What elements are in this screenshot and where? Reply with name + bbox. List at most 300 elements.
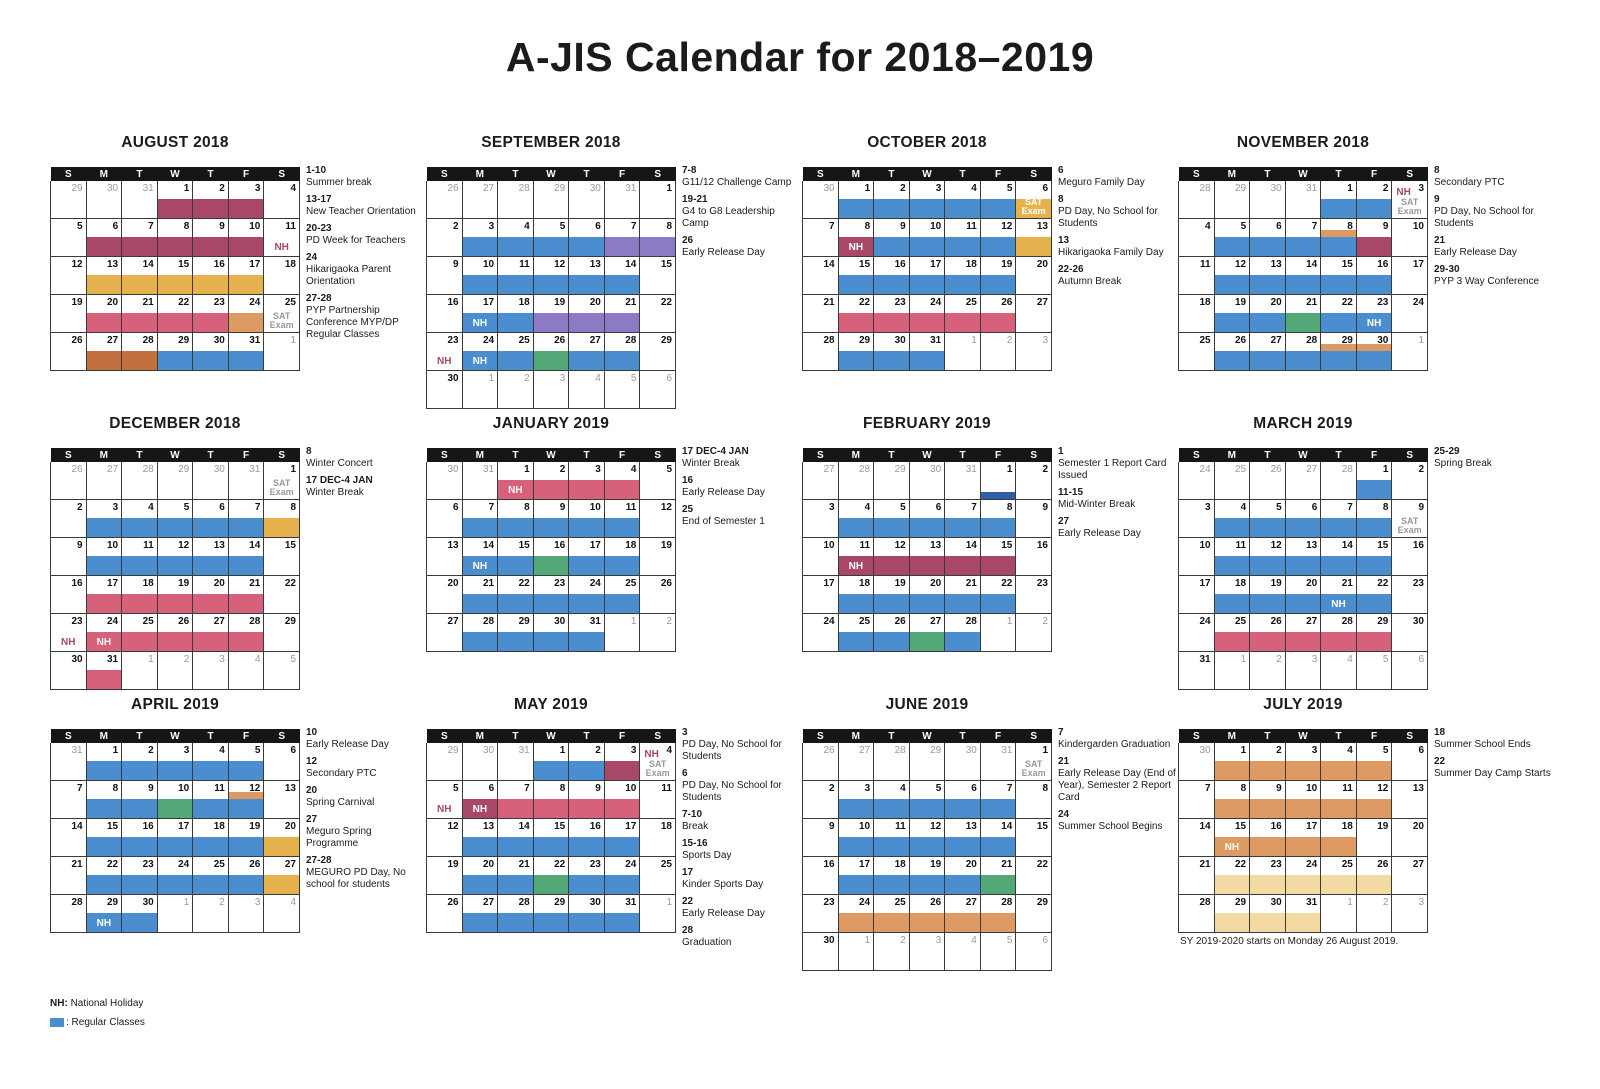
day-cell[interactable] xyxy=(51,257,87,295)
day-cell[interactable] xyxy=(1250,857,1286,895)
day-cell[interactable] xyxy=(945,181,981,219)
day-cell[interactable] xyxy=(228,500,264,538)
day-cell[interactable] xyxy=(157,576,193,614)
day-cell[interactable] xyxy=(1285,538,1321,576)
day-cell[interactable] xyxy=(1356,219,1392,257)
day-cell[interactable] xyxy=(462,781,498,819)
day-cell[interactable] xyxy=(193,333,229,371)
day-cell[interactable] xyxy=(86,857,122,895)
day-cell[interactable] xyxy=(1321,333,1357,371)
day-cell[interactable] xyxy=(1392,333,1428,371)
day-cell[interactable] xyxy=(1392,819,1428,857)
day-cell[interactable] xyxy=(193,219,229,257)
day-cell[interactable] xyxy=(462,895,498,933)
day-cell[interactable] xyxy=(569,219,605,257)
day-cell[interactable] xyxy=(604,857,640,895)
day-cell[interactable] xyxy=(157,819,193,857)
day-cell[interactable] xyxy=(122,462,158,500)
day-cell[interactable] xyxy=(569,500,605,538)
day-cell[interactable] xyxy=(1392,743,1428,781)
day-cell[interactable] xyxy=(604,576,640,614)
day-cell[interactable] xyxy=(980,857,1016,895)
day-cell[interactable] xyxy=(86,257,122,295)
day-cell[interactable] xyxy=(533,857,569,895)
day-cell[interactable] xyxy=(945,614,981,652)
day-cell[interactable] xyxy=(569,857,605,895)
day-cell[interactable] xyxy=(838,743,874,781)
day-cell[interactable] xyxy=(1179,462,1215,500)
day-cell[interactable] xyxy=(945,857,981,895)
day-cell[interactable] xyxy=(427,895,463,933)
day-cell[interactable] xyxy=(228,538,264,576)
day-cell[interactable] xyxy=(533,576,569,614)
day-cell[interactable] xyxy=(228,743,264,781)
day-cell[interactable] xyxy=(1285,181,1321,219)
day-cell[interactable] xyxy=(228,257,264,295)
day-cell[interactable] xyxy=(640,781,676,819)
day-cell[interactable] xyxy=(122,257,158,295)
day-cell[interactable] xyxy=(909,500,945,538)
day-cell[interactable] xyxy=(427,743,463,781)
day-cell[interactable] xyxy=(569,181,605,219)
day-cell[interactable] xyxy=(945,219,981,257)
day-cell[interactable] xyxy=(980,895,1016,933)
day-cell[interactable] xyxy=(945,500,981,538)
day-cell[interactable] xyxy=(498,219,534,257)
day-cell[interactable] xyxy=(533,500,569,538)
day-cell[interactable] xyxy=(51,895,87,933)
day-cell[interactable] xyxy=(1356,857,1392,895)
day-cell[interactable] xyxy=(874,819,910,857)
day-cell[interactable] xyxy=(86,181,122,219)
day-cell[interactable] xyxy=(86,462,122,500)
day-cell[interactable] xyxy=(945,333,981,371)
day-cell[interactable] xyxy=(1392,181,1428,219)
day-cell[interactable] xyxy=(803,538,839,576)
day-cell[interactable] xyxy=(1016,819,1052,857)
day-cell[interactable] xyxy=(427,371,463,409)
day-cell[interactable] xyxy=(874,538,910,576)
day-cell[interactable] xyxy=(462,743,498,781)
day-cell[interactable] xyxy=(264,652,300,690)
day-cell[interactable] xyxy=(803,781,839,819)
day-cell[interactable] xyxy=(1179,257,1215,295)
day-cell[interactable] xyxy=(604,819,640,857)
day-cell[interactable] xyxy=(193,819,229,857)
day-cell[interactable] xyxy=(1356,333,1392,371)
day-cell[interactable] xyxy=(264,181,300,219)
day-cell[interactable] xyxy=(157,462,193,500)
day-cell[interactable] xyxy=(640,371,676,409)
day-cell[interactable] xyxy=(838,181,874,219)
day-cell[interactable] xyxy=(604,257,640,295)
day-cell[interactable] xyxy=(157,500,193,538)
day-cell[interactable] xyxy=(1250,181,1286,219)
day-cell[interactable] xyxy=(569,462,605,500)
day-cell[interactable] xyxy=(228,614,264,652)
day-cell[interactable] xyxy=(427,857,463,895)
day-cell[interactable] xyxy=(1285,895,1321,933)
day-cell[interactable] xyxy=(1321,614,1357,652)
day-cell[interactable] xyxy=(1214,333,1250,371)
day-cell[interactable] xyxy=(462,576,498,614)
day-cell[interactable] xyxy=(1285,462,1321,500)
day-cell[interactable] xyxy=(1016,257,1052,295)
day-cell[interactable] xyxy=(1179,743,1215,781)
day-cell[interactable] xyxy=(1250,781,1286,819)
day-cell[interactable] xyxy=(1356,895,1392,933)
day-cell[interactable] xyxy=(1214,895,1250,933)
day-cell[interactable] xyxy=(1285,500,1321,538)
day-cell[interactable] xyxy=(604,219,640,257)
day-cell[interactable] xyxy=(228,781,264,819)
day-cell[interactable] xyxy=(1016,333,1052,371)
day-cell[interactable] xyxy=(909,933,945,971)
day-cell[interactable] xyxy=(1016,857,1052,895)
day-cell[interactable] xyxy=(1250,257,1286,295)
day-cell[interactable] xyxy=(1321,257,1357,295)
day-cell[interactable] xyxy=(1214,500,1250,538)
day-cell[interactable] xyxy=(1285,781,1321,819)
day-cell[interactable] xyxy=(533,219,569,257)
day-cell[interactable] xyxy=(1321,576,1357,614)
day-cell[interactable] xyxy=(1179,538,1215,576)
day-cell[interactable] xyxy=(86,333,122,371)
day-cell[interactable] xyxy=(264,295,300,333)
day-cell[interactable] xyxy=(462,219,498,257)
day-cell[interactable] xyxy=(1356,743,1392,781)
day-cell[interactable] xyxy=(838,500,874,538)
day-cell[interactable] xyxy=(874,781,910,819)
day-cell[interactable] xyxy=(838,462,874,500)
day-cell[interactable] xyxy=(980,181,1016,219)
day-cell[interactable] xyxy=(86,743,122,781)
day-cell[interactable] xyxy=(228,181,264,219)
day-cell[interactable] xyxy=(1214,652,1250,690)
day-cell[interactable] xyxy=(1250,500,1286,538)
day-cell[interactable] xyxy=(1356,819,1392,857)
day-cell[interactable] xyxy=(1016,538,1052,576)
day-cell[interactable] xyxy=(122,781,158,819)
day-cell[interactable] xyxy=(569,819,605,857)
day-cell[interactable] xyxy=(980,819,1016,857)
day-cell[interactable] xyxy=(1179,614,1215,652)
day-cell[interactable] xyxy=(51,576,87,614)
day-cell[interactable] xyxy=(1392,857,1428,895)
day-cell[interactable] xyxy=(122,181,158,219)
day-cell[interactable] xyxy=(1214,462,1250,500)
day-cell[interactable] xyxy=(264,895,300,933)
day-cell[interactable] xyxy=(427,819,463,857)
day-cell[interactable] xyxy=(1214,857,1250,895)
day-cell[interactable] xyxy=(838,895,874,933)
day-cell[interactable] xyxy=(462,500,498,538)
day-cell[interactable] xyxy=(193,743,229,781)
day-cell[interactable] xyxy=(122,219,158,257)
day-cell[interactable] xyxy=(193,614,229,652)
day-cell[interactable] xyxy=(122,295,158,333)
day-cell[interactable] xyxy=(640,576,676,614)
day-cell[interactable] xyxy=(51,462,87,500)
day-cell[interactable] xyxy=(569,538,605,576)
day-cell[interactable] xyxy=(803,576,839,614)
day-cell[interactable] xyxy=(640,743,676,781)
day-cell[interactable] xyxy=(1250,895,1286,933)
day-cell[interactable] xyxy=(498,333,534,371)
day-cell[interactable] xyxy=(1321,295,1357,333)
day-cell[interactable] xyxy=(980,614,1016,652)
day-cell[interactable] xyxy=(838,857,874,895)
day-cell[interactable] xyxy=(980,500,1016,538)
day-cell[interactable] xyxy=(498,538,534,576)
day-cell[interactable] xyxy=(122,819,158,857)
day-cell[interactable] xyxy=(1250,614,1286,652)
day-cell[interactable] xyxy=(1250,743,1286,781)
day-cell[interactable] xyxy=(604,500,640,538)
day-cell[interactable] xyxy=(838,614,874,652)
day-cell[interactable] xyxy=(1356,576,1392,614)
day-cell[interactable] xyxy=(604,538,640,576)
day-cell[interactable] xyxy=(157,538,193,576)
day-cell[interactable] xyxy=(1016,933,1052,971)
day-cell[interactable] xyxy=(1179,576,1215,614)
day-cell[interactable] xyxy=(1356,181,1392,219)
day-cell[interactable] xyxy=(640,614,676,652)
day-cell[interactable] xyxy=(264,500,300,538)
day-cell[interactable] xyxy=(533,295,569,333)
day-cell[interactable] xyxy=(228,857,264,895)
day-cell[interactable] xyxy=(1356,781,1392,819)
day-cell[interactable] xyxy=(1356,614,1392,652)
day-cell[interactable] xyxy=(909,333,945,371)
day-cell[interactable] xyxy=(874,895,910,933)
day-cell[interactable] xyxy=(1016,781,1052,819)
day-cell[interactable] xyxy=(640,819,676,857)
day-cell[interactable] xyxy=(86,819,122,857)
day-cell[interactable] xyxy=(640,257,676,295)
day-cell[interactable] xyxy=(980,933,1016,971)
day-cell[interactable] xyxy=(122,857,158,895)
day-cell[interactable] xyxy=(945,462,981,500)
day-cell[interactable] xyxy=(1285,614,1321,652)
day-cell[interactable] xyxy=(51,819,87,857)
day-cell[interactable] xyxy=(264,538,300,576)
day-cell[interactable] xyxy=(1179,333,1215,371)
day-cell[interactable] xyxy=(157,219,193,257)
day-cell[interactable] xyxy=(122,538,158,576)
day-cell[interactable] xyxy=(1214,219,1250,257)
day-cell[interactable] xyxy=(264,462,300,500)
day-cell[interactable] xyxy=(874,181,910,219)
day-cell[interactable] xyxy=(909,576,945,614)
day-cell[interactable] xyxy=(427,576,463,614)
day-cell[interactable] xyxy=(640,500,676,538)
day-cell[interactable] xyxy=(569,295,605,333)
day-cell[interactable] xyxy=(803,895,839,933)
day-cell[interactable] xyxy=(51,295,87,333)
day-cell[interactable] xyxy=(533,781,569,819)
day-cell[interactable] xyxy=(909,614,945,652)
day-cell[interactable] xyxy=(980,576,1016,614)
day-cell[interactable] xyxy=(945,257,981,295)
day-cell[interactable] xyxy=(1392,462,1428,500)
day-cell[interactable] xyxy=(1214,295,1250,333)
day-cell[interactable] xyxy=(909,181,945,219)
day-cell[interactable] xyxy=(1250,652,1286,690)
day-cell[interactable] xyxy=(1392,614,1428,652)
day-cell[interactable] xyxy=(1179,219,1215,257)
day-cell[interactable] xyxy=(51,743,87,781)
day-cell[interactable] xyxy=(193,500,229,538)
day-cell[interactable] xyxy=(1392,576,1428,614)
day-cell[interactable] xyxy=(427,500,463,538)
day-cell[interactable] xyxy=(264,576,300,614)
day-cell[interactable] xyxy=(604,462,640,500)
day-cell[interactable] xyxy=(1250,333,1286,371)
day-cell[interactable] xyxy=(569,333,605,371)
day-cell[interactable] xyxy=(157,257,193,295)
day-cell[interactable] xyxy=(264,819,300,857)
day-cell[interactable] xyxy=(228,295,264,333)
day-cell[interactable] xyxy=(157,895,193,933)
day-cell[interactable] xyxy=(874,500,910,538)
day-cell[interactable] xyxy=(1214,181,1250,219)
day-cell[interactable] xyxy=(193,857,229,895)
day-cell[interactable] xyxy=(1285,219,1321,257)
day-cell[interactable] xyxy=(945,538,981,576)
day-cell[interactable] xyxy=(838,219,874,257)
day-cell[interactable] xyxy=(909,895,945,933)
day-cell[interactable] xyxy=(498,181,534,219)
day-cell[interactable] xyxy=(1179,857,1215,895)
day-cell[interactable] xyxy=(1016,219,1052,257)
day-cell[interactable] xyxy=(640,181,676,219)
day-cell[interactable] xyxy=(1321,500,1357,538)
day-cell[interactable] xyxy=(498,576,534,614)
day-cell[interactable] xyxy=(1356,462,1392,500)
day-cell[interactable] xyxy=(228,576,264,614)
day-cell[interactable] xyxy=(498,500,534,538)
day-cell[interactable] xyxy=(874,857,910,895)
day-cell[interactable] xyxy=(462,371,498,409)
day-cell[interactable] xyxy=(86,576,122,614)
day-cell[interactable] xyxy=(945,819,981,857)
day-cell[interactable] xyxy=(498,819,534,857)
day-cell[interactable] xyxy=(874,295,910,333)
day-cell[interactable] xyxy=(803,219,839,257)
day-cell[interactable] xyxy=(874,743,910,781)
day-cell[interactable] xyxy=(640,295,676,333)
day-cell[interactable] xyxy=(264,857,300,895)
day-cell[interactable] xyxy=(980,333,1016,371)
day-cell[interactable] xyxy=(427,257,463,295)
day-cell[interactable] xyxy=(264,781,300,819)
day-cell[interactable] xyxy=(228,333,264,371)
day-cell[interactable] xyxy=(803,257,839,295)
day-cell[interactable] xyxy=(533,614,569,652)
day-cell[interactable] xyxy=(1016,743,1052,781)
day-cell[interactable] xyxy=(1356,257,1392,295)
day-cell[interactable] xyxy=(1356,500,1392,538)
day-cell[interactable] xyxy=(1214,614,1250,652)
day-cell[interactable] xyxy=(264,614,300,652)
day-cell[interactable] xyxy=(1321,895,1357,933)
day-cell[interactable] xyxy=(838,933,874,971)
day-cell[interactable] xyxy=(1321,462,1357,500)
day-cell[interactable] xyxy=(569,743,605,781)
day-cell[interactable] xyxy=(1285,819,1321,857)
day-cell[interactable] xyxy=(228,895,264,933)
day-cell[interactable] xyxy=(533,895,569,933)
day-cell[interactable] xyxy=(945,895,981,933)
day-cell[interactable] xyxy=(427,181,463,219)
day-cell[interactable] xyxy=(980,781,1016,819)
day-cell[interactable] xyxy=(427,295,463,333)
day-cell[interactable] xyxy=(157,333,193,371)
day-cell[interactable] xyxy=(1214,538,1250,576)
day-cell[interactable] xyxy=(157,295,193,333)
day-cell[interactable] xyxy=(462,614,498,652)
day-cell[interactable] xyxy=(462,257,498,295)
day-cell[interactable] xyxy=(1179,295,1215,333)
day-cell[interactable] xyxy=(1179,652,1215,690)
day-cell[interactable] xyxy=(1392,781,1428,819)
day-cell[interactable] xyxy=(193,295,229,333)
day-cell[interactable] xyxy=(803,295,839,333)
day-cell[interactable] xyxy=(427,614,463,652)
day-cell[interactable] xyxy=(1321,781,1357,819)
day-cell[interactable] xyxy=(945,781,981,819)
day-cell[interactable] xyxy=(193,576,229,614)
day-cell[interactable] xyxy=(498,462,534,500)
day-cell[interactable] xyxy=(1179,500,1215,538)
day-cell[interactable] xyxy=(803,333,839,371)
day-cell[interactable] xyxy=(533,462,569,500)
day-cell[interactable] xyxy=(427,781,463,819)
day-cell[interactable] xyxy=(122,576,158,614)
day-cell[interactable] xyxy=(1285,295,1321,333)
day-cell[interactable] xyxy=(1016,895,1052,933)
day-cell[interactable] xyxy=(1392,295,1428,333)
day-cell[interactable] xyxy=(1321,219,1357,257)
day-cell[interactable] xyxy=(803,614,839,652)
day-cell[interactable] xyxy=(1285,576,1321,614)
day-cell[interactable] xyxy=(51,614,87,652)
day-cell[interactable] xyxy=(228,819,264,857)
day-cell[interactable] xyxy=(569,781,605,819)
day-cell[interactable] xyxy=(1392,500,1428,538)
day-cell[interactable] xyxy=(1179,181,1215,219)
day-cell[interactable] xyxy=(498,371,534,409)
day-cell[interactable] xyxy=(909,462,945,500)
day-cell[interactable] xyxy=(1392,257,1428,295)
day-cell[interactable] xyxy=(874,257,910,295)
day-cell[interactable] xyxy=(1250,576,1286,614)
day-cell[interactable] xyxy=(533,181,569,219)
day-cell[interactable] xyxy=(264,333,300,371)
day-cell[interactable] xyxy=(122,652,158,690)
day-cell[interactable] xyxy=(640,538,676,576)
day-cell[interactable] xyxy=(1214,819,1250,857)
day-cell[interactable] xyxy=(874,462,910,500)
day-cell[interactable] xyxy=(604,181,640,219)
day-cell[interactable] xyxy=(498,614,534,652)
day-cell[interactable] xyxy=(51,219,87,257)
day-cell[interactable] xyxy=(1321,538,1357,576)
day-cell[interactable] xyxy=(157,781,193,819)
day-cell[interactable] xyxy=(640,462,676,500)
day-cell[interactable] xyxy=(945,295,981,333)
